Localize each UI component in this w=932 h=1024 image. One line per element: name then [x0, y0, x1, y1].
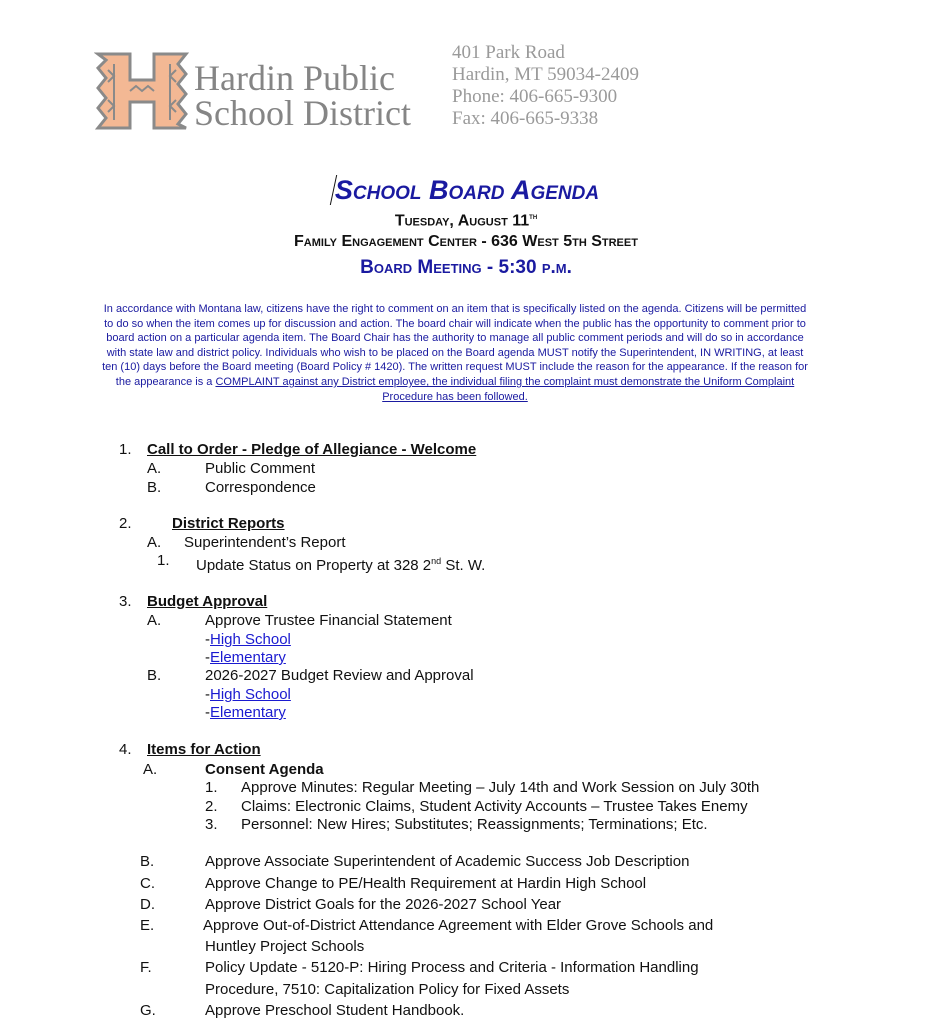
consent-agenda-heading: Consent Agenda [205, 761, 324, 778]
item-label: B. [140, 853, 155, 870]
action-item-policy-line-2: Procedure, 7510: Capitalization Policy for Fixed Assets [205, 981, 570, 998]
section-4-title: Items for Action [147, 741, 261, 758]
item-label: B. [147, 479, 162, 496]
budget-high-school-link[interactable]: High School [210, 686, 291, 703]
budget-elementary-row [205, 704, 286, 722]
address-phone: Phone: 406-665-9300 [452, 86, 618, 107]
budget-high-school-row [205, 686, 291, 704]
subitem-label: 1. [205, 779, 218, 796]
action-item-attendance-line-1: Approve Out-of-District Attendance Agreement with Elder Grove Schools and [203, 917, 714, 934]
section-3-title: Budget Approval [147, 593, 268, 610]
action-item-attendance-line-2: Huntley Project Schools [205, 938, 365, 955]
item-label: F. [140, 959, 152, 976]
section-2-title: District Reports [172, 515, 285, 532]
address-street: 401 Park Road [452, 42, 565, 63]
item-label: E. [140, 917, 155, 934]
subitem-label: 2. [205, 798, 218, 815]
section-2-number: 2. [119, 515, 132, 532]
logo-h-mark [94, 50, 190, 132]
dash: - [205, 631, 210, 648]
section-3-number: 3. [119, 593, 132, 610]
superintendent-report-item: Superintendent’s Report [184, 534, 346, 551]
item-label: A. [147, 534, 162, 551]
dash: - [205, 649, 210, 666]
notice-complaint-text: COMPLAINT against any District employee, the individual filing the complaint must demonstrate the Uniform Complaint Procedure has been followed. [215, 375, 795, 403]
action-item-pe-health: Approve Change to PE/Health Requirement at Hardin High School [205, 875, 647, 892]
trustee-financial-item: Approve Trustee Financial Statement [205, 612, 452, 629]
property-status-item [196, 552, 485, 575]
consent-item-personnel: Personnel: New Hires; Substitutes; Reassignments; Terminations; Etc. [241, 816, 708, 833]
item-label: A. [143, 761, 158, 778]
action-item-job-description: Approve Associate Superintendent of Academic Success Job Description [205, 853, 690, 870]
action-item-district-goals: Approve District Goals for the 2026-2027 School Year [205, 896, 562, 913]
subitem-label: 3. [205, 816, 218, 833]
date-text: Tuesday, August 11 [394, 212, 530, 230]
address-city: Hardin, MT 59034-2409 [452, 64, 639, 85]
consent-item-claims: Claims: Electronic Claims, Student Activity Accounts – Trustee Takes Enemy [241, 798, 748, 815]
item-label: A. [147, 460, 162, 477]
page-title [0, 175, 932, 206]
property-text-end: St. W. [441, 557, 486, 574]
correspondence-item: Correspondence [205, 479, 316, 496]
budget-elementary-link[interactable]: Elementary [210, 704, 286, 721]
dash: - [205, 704, 210, 721]
section-1-title: Call to Order - Pledge of Allegiance - Welcome [147, 441, 477, 458]
budget-review-item: 2026-2027 Budget Review and Approval [205, 667, 474, 684]
district-logo [94, 50, 190, 132]
item-label: D. [140, 896, 155, 913]
district-name-line-1: Hardin Public [194, 58, 395, 98]
ordinal-suffix: nd [431, 556, 442, 566]
consent-item-minutes: Approve Minutes: Regular Meeting – July 14th and Work Session on July 30th [241, 779, 760, 796]
financial-elementary-link[interactable]: Elementary [210, 649, 286, 666]
financial-elementary-row [205, 649, 286, 667]
section-4-number: 4. [119, 741, 132, 758]
meeting-location: Family Engagement Center - 636 West 5th Street [294, 233, 638, 250]
address-fax: Fax: 406-665-9338 [452, 108, 599, 129]
public-comment-item: Public Comment [205, 460, 316, 477]
item-label: C. [140, 875, 155, 892]
item-label: G. [140, 1002, 156, 1019]
meeting-date [0, 211, 932, 230]
financial-high-school-link[interactable]: High School [210, 631, 291, 648]
financial-high-school-row [205, 631, 291, 649]
notice-text: In accordance with Montana law, citizens have the right to comment on an item that is specifically listed on the agenda. Citizens will be permitted to do so when the item comes up for discussion and action. The board chair will indicate when the public has the opportunity to comment prior to board action on a particular agenda item. The Board Chair has the authority to manage all public comment periods and will do so in accordance with state law and district policy. Individuals who wish to be placed on the Board agenda MUST notify the Superintendent, IN WRITING, at least ten (10) days before the Board meeting (Board Policy # 1420). The written request MUST include the reason for the appearance. If the reason for the appearance is a [102, 303, 808, 388]
action-item-policy-line-1: Policy Update - 5120-P: Hiring Process and Criteria - Information Handling [205, 959, 699, 976]
district-name [194, 58, 411, 133]
date-suffix: th [529, 211, 538, 221]
action-item-preschool-handbook: Approve Preschool Student Handbook. [205, 1002, 465, 1019]
public-comment-notice [100, 302, 810, 404]
section-1-number: 1. [119, 441, 132, 458]
district-address [452, 42, 639, 130]
item-label: B. [147, 667, 162, 684]
title-text: School Board Agenda [334, 175, 600, 205]
item-label: A. [147, 612, 162, 629]
dash: - [205, 686, 210, 703]
subitem-label: 1. [157, 552, 170, 569]
district-name-line-2: School District [194, 93, 411, 133]
meeting-time: Board Meeting - 5:30 p.m. [360, 257, 572, 278]
property-text: Update Status on Property at 328 2 [196, 557, 432, 574]
